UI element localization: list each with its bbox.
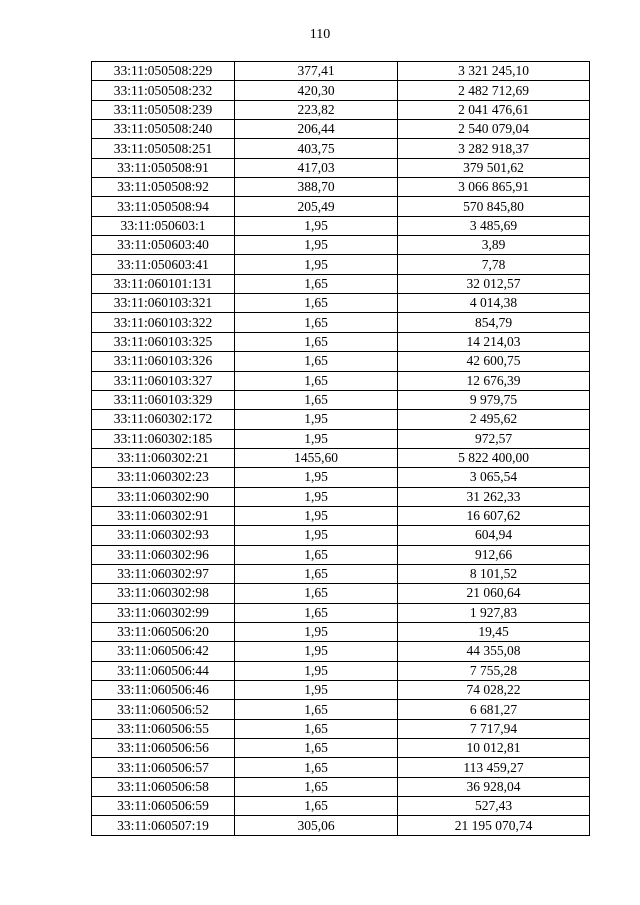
rate-cell: 417,03 — [235, 158, 398, 177]
table-row — [92, 506, 590, 525]
cadastral-value-cell: 42 600,75 — [398, 352, 590, 371]
rate-cell: 1,65 — [235, 758, 398, 777]
cadastral-number-cell: 33:11:050508:91 — [92, 158, 235, 177]
rate-cell: 1,65 — [235, 739, 398, 758]
rate-cell: 1,65 — [235, 777, 398, 796]
table-row — [92, 661, 590, 680]
table-row — [92, 739, 590, 758]
table-row — [92, 236, 590, 255]
cadastral-value-cell: 19,45 — [398, 622, 590, 641]
rate-cell: 1,95 — [235, 622, 398, 641]
table-row — [92, 603, 590, 622]
cadastral-number-cell: 33:11:060302:91 — [92, 506, 235, 525]
cadastral-value-cell: 9 979,75 — [398, 390, 590, 409]
rate-cell: 205,49 — [235, 197, 398, 216]
cadastral-value-cell: 3 066 865,91 — [398, 178, 590, 197]
rate-cell: 1,95 — [235, 487, 398, 506]
table-row — [92, 564, 590, 583]
cadastral-number-cell: 33:11:060103:327 — [92, 371, 235, 390]
rate-cell: 388,70 — [235, 178, 398, 197]
rate-cell: 1,65 — [235, 294, 398, 313]
table-row — [92, 642, 590, 661]
cadastral-value-cell: 3 282 918,37 — [398, 139, 590, 158]
table-row — [92, 487, 590, 506]
cadastral-value-cell: 10 012,81 — [398, 739, 590, 758]
cadastral-number-cell: 33:11:050508:239 — [92, 100, 235, 119]
table-body — [92, 62, 590, 836]
table-row — [92, 274, 590, 293]
table-row — [92, 120, 590, 139]
cadastral-value-cell: 2 540 079,04 — [398, 120, 590, 139]
table-row — [92, 797, 590, 816]
table-row — [92, 410, 590, 429]
cadastral-number-cell: 33:11:060506:57 — [92, 758, 235, 777]
table-row — [92, 352, 590, 371]
rate-cell: 1,65 — [235, 352, 398, 371]
rate-cell: 1,65 — [235, 390, 398, 409]
table-row — [92, 681, 590, 700]
cadastral-value-cell: 36 928,04 — [398, 777, 590, 796]
rate-cell: 1,65 — [235, 313, 398, 332]
cadastral-value-cell: 3 065,54 — [398, 468, 590, 487]
cadastral-value-cell: 21 195 070,74 — [398, 816, 590, 835]
table-row — [92, 158, 590, 177]
cadastral-number-cell: 33:11:050603:41 — [92, 255, 235, 274]
rate-cell: 1,65 — [235, 545, 398, 564]
cadastral-number-cell: 33:11:060101:131 — [92, 274, 235, 293]
cadastral-value-cell: 2 482 712,69 — [398, 81, 590, 100]
table-row — [92, 81, 590, 100]
rate-cell: 1,95 — [235, 526, 398, 545]
rate-cell: 420,30 — [235, 81, 398, 100]
rate-cell: 1,65 — [235, 603, 398, 622]
rate-cell: 1,95 — [235, 681, 398, 700]
rate-cell: 1,65 — [235, 719, 398, 738]
rate-cell: 1,95 — [235, 661, 398, 680]
cadastral-value-cell: 7 717,94 — [398, 719, 590, 738]
cadastral-number-cell: 33:11:060103:329 — [92, 390, 235, 409]
table-row — [92, 255, 590, 274]
table-row — [92, 332, 590, 351]
rate-cell: 1,65 — [235, 332, 398, 351]
cadastral-value-cell: 7 755,28 — [398, 661, 590, 680]
cadastral-value-cell: 3 485,69 — [398, 216, 590, 235]
rate-cell: 1,95 — [235, 642, 398, 661]
cadastral-value-cell: 1 927,83 — [398, 603, 590, 622]
cadastral-value-cell: 5 822 400,00 — [398, 448, 590, 467]
cadastral-number-cell: 33:11:060506:42 — [92, 642, 235, 661]
cadastral-number-cell: 33:11:060302:172 — [92, 410, 235, 429]
cadastral-number-cell: 33:11:050603:40 — [92, 236, 235, 255]
rate-cell: 377,41 — [235, 62, 398, 81]
rate-cell: 1,95 — [235, 506, 398, 525]
rate-cell: 305,06 — [235, 816, 398, 835]
rate-cell: 1,65 — [235, 797, 398, 816]
cadastral-value-cell: 854,79 — [398, 313, 590, 332]
table-row — [92, 816, 590, 835]
cadastral-number-cell: 33:11:060302:99 — [92, 603, 235, 622]
cadastral-number-cell: 33:11:060507:19 — [92, 816, 235, 835]
table-row — [92, 622, 590, 641]
table-row — [92, 216, 590, 235]
cadastral-number-cell: 33:11:060103:322 — [92, 313, 235, 332]
rate-cell: 1,95 — [235, 410, 398, 429]
cadastral-number-cell: 33:11:060506:44 — [92, 661, 235, 680]
table-row — [92, 178, 590, 197]
rate-cell: 1,95 — [235, 216, 398, 235]
table-row — [92, 448, 590, 467]
cadastral-number-cell: 33:11:060302:185 — [92, 429, 235, 448]
cadastral-number-cell: 33:11:060302:96 — [92, 545, 235, 564]
rate-cell: 1,65 — [235, 274, 398, 293]
cadastral-number-cell: 33:11:060302:21 — [92, 448, 235, 467]
table-row — [92, 390, 590, 409]
cadastral-value-table — [91, 61, 590, 836]
cadastral-value-cell: 527,43 — [398, 797, 590, 816]
cadastral-value-cell: 3,89 — [398, 236, 590, 255]
table-row — [92, 758, 590, 777]
cadastral-value-cell: 74 028,22 — [398, 681, 590, 700]
page-number: 110 — [309, 27, 331, 42]
cadastral-value-cell: 12 676,39 — [398, 371, 590, 390]
cadastral-value-cell: 570 845,80 — [398, 197, 590, 216]
cadastral-number-cell: 33:11:050508:232 — [92, 81, 235, 100]
table-row — [92, 468, 590, 487]
table-row — [92, 294, 590, 313]
table-row — [92, 777, 590, 796]
cadastral-number-cell: 33:11:060302:23 — [92, 468, 235, 487]
rate-cell: 223,82 — [235, 100, 398, 119]
cadastral-value-cell: 31 262,33 — [398, 487, 590, 506]
cadastral-number-cell: 33:11:060506:56 — [92, 739, 235, 758]
table-row — [92, 545, 590, 564]
rate-cell: 1,65 — [235, 371, 398, 390]
cadastral-value-cell: 2 041 476,61 — [398, 100, 590, 119]
table-row — [92, 313, 590, 332]
rate-cell: 1,65 — [235, 564, 398, 583]
rate-cell: 1,95 — [235, 236, 398, 255]
table-row — [92, 197, 590, 216]
cadastral-number-cell: 33:11:060506:55 — [92, 719, 235, 738]
cadastral-number-cell: 33:11:060506:59 — [92, 797, 235, 816]
cadastral-value-cell: 14 214,03 — [398, 332, 590, 351]
cadastral-value-cell: 6 681,27 — [398, 700, 590, 719]
table-row — [92, 62, 590, 81]
cadastral-value-cell: 16 607,62 — [398, 506, 590, 525]
rate-cell: 1,95 — [235, 468, 398, 487]
table-row — [92, 429, 590, 448]
cadastral-number-cell: 33:11:050603:1 — [92, 216, 235, 235]
cadastral-value-cell: 3 321 245,10 — [398, 62, 590, 81]
cadastral-number-cell: 33:11:050508:240 — [92, 120, 235, 139]
cadastral-number-cell: 33:11:060302:90 — [92, 487, 235, 506]
cadastral-number-cell: 33:11:060302:97 — [92, 564, 235, 583]
rate-cell: 1,95 — [235, 429, 398, 448]
cadastral-value-cell: 8 101,52 — [398, 564, 590, 583]
table-row — [92, 526, 590, 545]
cadastral-value-cell: 972,57 — [398, 429, 590, 448]
table-row — [92, 700, 590, 719]
cadastral-number-cell: 33:11:050508:92 — [92, 178, 235, 197]
rate-cell: 1,65 — [235, 584, 398, 603]
table-row — [92, 139, 590, 158]
cadastral-number-cell: 33:11:060103:325 — [92, 332, 235, 351]
cadastral-value-cell: 604,94 — [398, 526, 590, 545]
cadastral-value-cell: 44 355,08 — [398, 642, 590, 661]
cadastral-value-cell: 113 459,27 — [398, 758, 590, 777]
cadastral-value-cell: 7,78 — [398, 255, 590, 274]
cadastral-number-cell: 33:11:060302:93 — [92, 526, 235, 545]
table-row — [92, 584, 590, 603]
cadastral-number-cell: 33:11:060103:326 — [92, 352, 235, 371]
cadastral-number-cell: 33:11:050508:251 — [92, 139, 235, 158]
cadastral-value-cell: 21 060,64 — [398, 584, 590, 603]
rate-cell: 1,65 — [235, 700, 398, 719]
table-row — [92, 371, 590, 390]
cadastral-number-cell: 33:11:060506:52 — [92, 700, 235, 719]
rate-cell: 1455,60 — [235, 448, 398, 467]
cadastral-number-cell: 33:11:060506:58 — [92, 777, 235, 796]
table-row — [92, 719, 590, 738]
table-row — [92, 100, 590, 119]
cadastral-value-cell: 32 012,57 — [398, 274, 590, 293]
cadastral-number-cell: 33:11:060506:20 — [92, 622, 235, 641]
cadastral-number-cell: 33:11:050508:229 — [92, 62, 235, 81]
cadastral-number-cell: 33:11:060302:98 — [92, 584, 235, 603]
cadastral-number-cell: 33:11:050508:94 — [92, 197, 235, 216]
rate-cell: 206,44 — [235, 120, 398, 139]
cadastral-value-cell: 912,66 — [398, 545, 590, 564]
cadastral-value-cell: 4 014,38 — [398, 294, 590, 313]
cadastral-value-cell: 2 495,62 — [398, 410, 590, 429]
rate-cell: 1,95 — [235, 255, 398, 274]
cadastral-number-cell: 33:11:060103:321 — [92, 294, 235, 313]
cadastral-value-cell: 379 501,62 — [398, 158, 590, 177]
rate-cell: 403,75 — [235, 139, 398, 158]
cadastral-number-cell: 33:11:060506:46 — [92, 681, 235, 700]
